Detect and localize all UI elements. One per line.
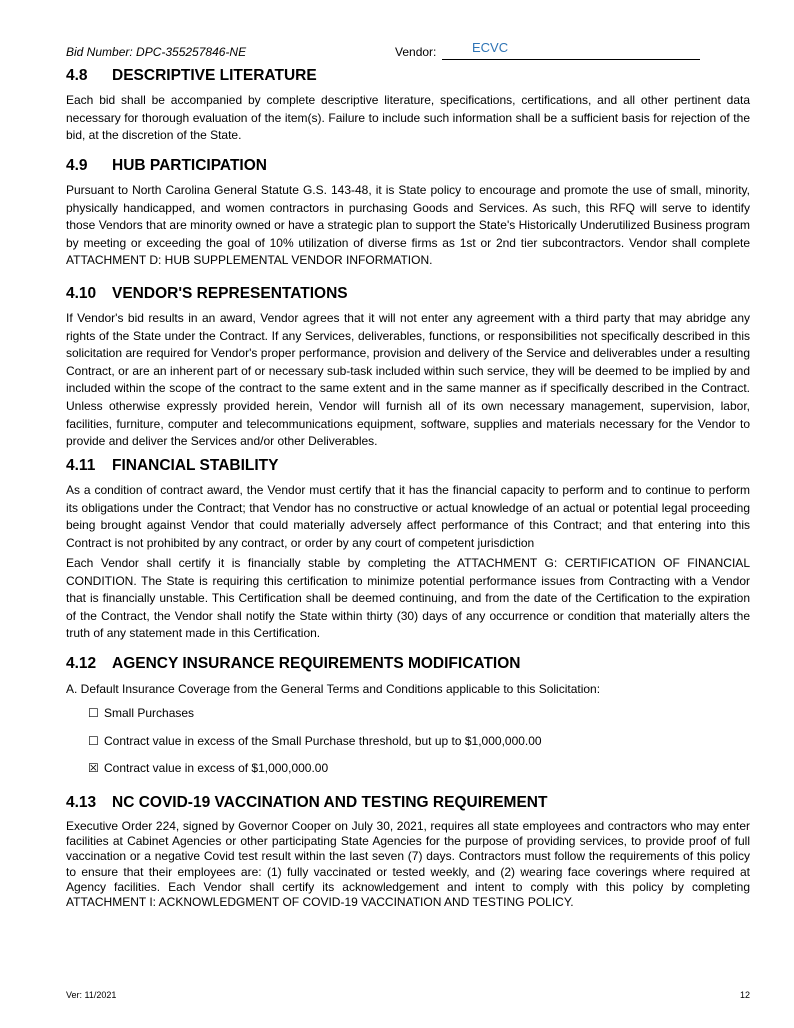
section-title: DESCRIPTIVE LITERATURE: [112, 67, 317, 84]
section-number: 4.12: [66, 655, 97, 672]
section-paragraph: A. Default Insurance Coverage from the General Terms and Conditions applicable to this Solicitation:: [66, 682, 601, 696]
section-number: 4.13: [66, 794, 97, 811]
section-heading-4-12: [66, 655, 520, 673]
section-heading-4-8: [66, 67, 317, 85]
vendor-field[interactable]: [442, 42, 700, 60]
section-title: FINANCIAL STABILITY: [112, 457, 279, 474]
section-paragraph: Each Vendor shall certify it is financially stable by completing the ATTACHMENT G: CERTIFICATION OF FINANCIAL CONDITION. The State is requiring this certification to minimize potential performance issues from Contracting with a Vendor that is financially unstable. This Certification shall be deemed continuing, and from the date of the Certification to the expiration of the Contract, the Vendor shall notify the State within thirty (30) days of any occurrence or condition that materially alters the truth of any statement made in this Certification.: [66, 556, 750, 641]
checkbox-unchecked-icon[interactable]: ☐: [88, 734, 99, 748]
section-title: NC COVID-19 VACCINATION AND TESTING REQUIREMENT: [112, 794, 548, 811]
checkbox-label: Contract value in excess of $1,000,000.00: [104, 761, 329, 775]
section-paragraph: As a condition of contract award, the Vendor must certify that it has the financial capacity to perform and to continue to perform its obligations under the Contract; that Vendor has no constructive or actual knowledge of an actual or potential legal proceeding being brought against Vendor that could materially adversely affect performance of this Contract; and that entering into this Contract is not prohibited by any contract, or order by any court of competent jurisdiction: [66, 483, 750, 550]
section-paragraph: If Vendor's bid results in an award, Vendor agrees that it will not enter any agreement with a third party that may abridge any rights of the State under the Contract. If any Services, deliverables, functions, or responsibilities not specifically described in this solicitation are required for Vendor's proper performance, provision and delivery of the Service and deliverables under a resulting Contract, or are an inherent part of or necessary sub-task included within such service, they will be deemed to be implied by and included within the scope of the contract to the same extent and in the same manner as if specifically described in the Contract. Unless otherwise expressly provided herein, Vendor will furnish all of its own necessary management, supervision, labor, facilities, furniture, computer and telecommunications equipment, software, supplies and materials necessary for the Vendor to provide and deliver the Services and/or other Deliverables.: [66, 311, 750, 449]
section-title: VENDOR'S REPRESENTATIONS: [112, 285, 348, 302]
section-number: 4.8: [66, 67, 88, 84]
page-number: 12: [739, 990, 750, 1000]
checkbox-option[interactable]: [88, 761, 328, 775]
section-title: HUB PARTICIPATION: [112, 157, 267, 174]
checkbox-option[interactable]: [88, 706, 194, 720]
section-number: 4.11: [66, 457, 96, 474]
page-header: [66, 42, 750, 62]
section-title: AGENCY INSURANCE REQUIREMENTS MODIFICATION: [112, 655, 521, 672]
section-paragraph: Each bid shall be accompanied by complete descriptive literature, specifications, certifications, and all other pertinent data necessary for thorough evaluation of the item(s). Failure to include such information shall be a sufficient basis for rejection of the bid, at the discretion of the State.: [66, 93, 750, 143]
checkbox-checked-icon[interactable]: ☒: [88, 761, 99, 775]
section-number: 4.10: [66, 285, 97, 302]
vendor-label: Vendor:: [395, 45, 437, 59]
checkbox-unchecked-icon[interactable]: ☐: [88, 706, 99, 720]
version-footer: Ver: 11/2021: [66, 990, 117, 1000]
vendor-value: ECVC: [472, 40, 509, 55]
checkbox-option[interactable]: [88, 734, 542, 748]
bid-number: Bid Number: DPC-355257846-NE: [66, 45, 247, 59]
section-heading-4-11: [66, 457, 278, 475]
section-number: 4.9: [66, 157, 88, 174]
checkbox-label: Small Purchases: [104, 706, 195, 720]
section-heading-4-13: [66, 794, 547, 812]
section-heading-4-10: [66, 285, 348, 303]
section-paragraph: Pursuant to North Carolina General Statute G.S. 143-48, it is State policy to encourage and promote the use of small, minority, physically handicapped, and women contractors in purchasing Goods and Services. As such, this RFQ will serve to identify those Vendors that are minority owned or have a strategic plan to support the State's Historically Underutilized Business program by meeting or exceeding the goal of 10% utilization of diverse firms as 1st or 2nd tier subcontractors. Vendor shall complete ATTACHMENT D: HUB SUPPLEMENTAL VENDOR INFORMATION.: [66, 183, 750, 268]
section-heading-4-9: [66, 157, 267, 175]
section-paragraph: Executive Order 224, signed by Governor Cooper on July 30, 2021, requires all state employees and contractors who may enter facilities at Cabinet Agencies or other participating State Agencies for the purpose of providing services, to provide proof of full vaccination or a negative Covid test result within the last seven (7) days. Contractors must follow the requirements of this policy to ensure that their employees are: (1) fully vaccinated or tested weekly, and (2) wearing face coverings where required at Agency facilities. Each Vendor shall certify its acknowledgement and intent to comply with this policy by completing ATTACHMENT I: ACKNOWLEDGMENT OF COVID-19 VACCINATION AND TESTING POLICY.: [66, 819, 750, 910]
checkbox-label: Contract value in excess of the Small Purchase threshold, but up to $1,000,000.00: [104, 734, 542, 748]
